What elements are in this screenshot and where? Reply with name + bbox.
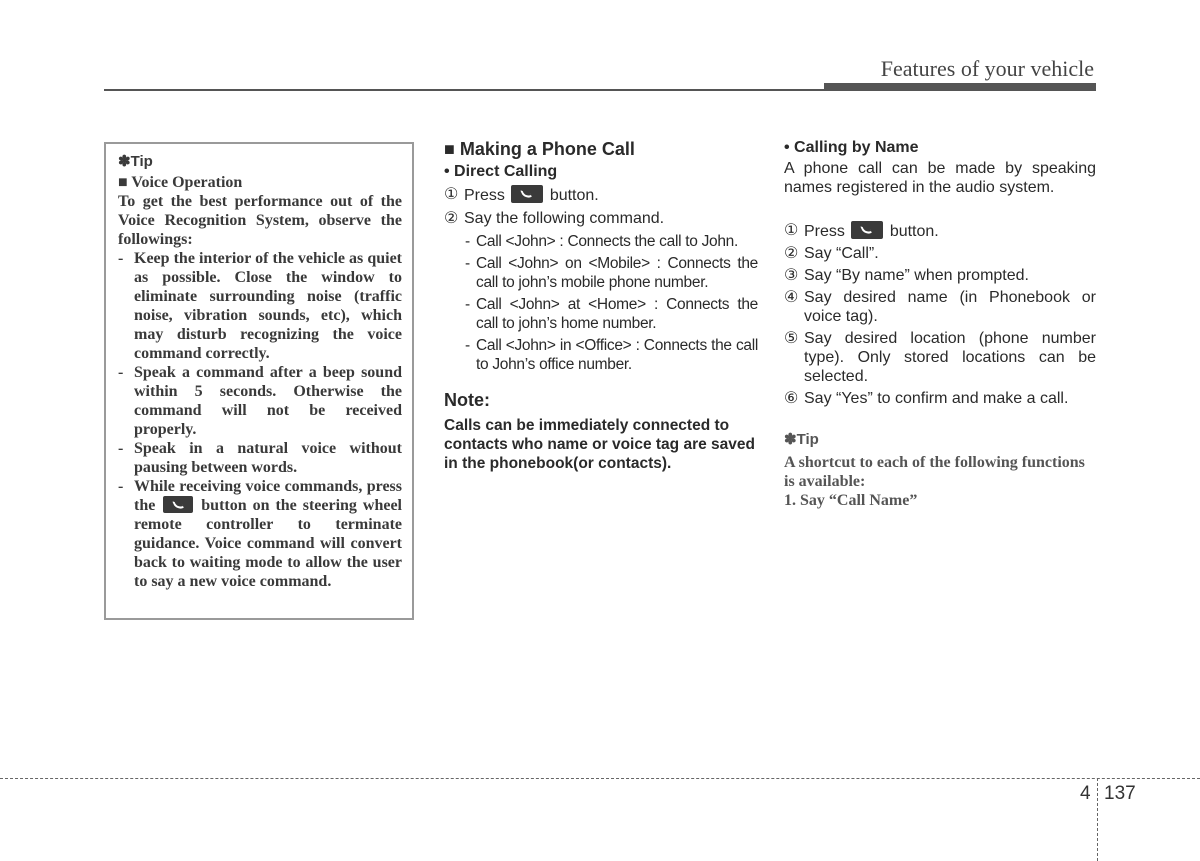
step-text-after: button.: [549, 187, 599, 204]
tip-bullet-list: [118, 249, 402, 591]
note-heading: Note:: [444, 390, 490, 410]
step-item: [784, 389, 1096, 408]
calling-by-name-intro: A phone call can be made by speaking names registered in the audio system.: [784, 160, 1096, 196]
tip-item: 1. Say “Call Name”: [784, 492, 918, 509]
making-phone-call-column: [444, 138, 758, 473]
tip-bullet-text-after: button on the steering wheel remote controller to terminate guidance. Voice command will convert back to waiting mode to allow the user to say a new voice command.: [134, 497, 403, 590]
step-number: ③: [784, 267, 799, 284]
tip-intro: To get the best performance out of the Voice Recognition System, observe the followings:: [118, 193, 402, 248]
footer-rule: [0, 778, 1200, 779]
tip-label: ✽Tip: [784, 431, 819, 448]
command-item: - Call <John> on <Mobile> : Connects the call to john’s mobile phone number.: [465, 255, 758, 291]
calling-by-name-column: [784, 138, 1096, 510]
step-text: Say the following command.: [464, 210, 665, 227]
step-number: ①: [444, 186, 459, 203]
section-heading: ■ Making a Phone Call: [444, 139, 635, 159]
phone-button-icon: [163, 496, 193, 513]
command-item: - Call <John> : Connects the call to John.: [465, 233, 738, 250]
phone-button-icon: [511, 185, 543, 203]
direct-calling-heading: • Direct Calling: [444, 163, 558, 180]
step-text: Say “Yes” to confirm and make a call.: [804, 390, 1069, 407]
command-item: - Call <John> in <Office> : Connects the call to John’s office number.: [465, 337, 758, 373]
tip-bullet: - Speak a command after a beep sound within 5 seconds. Otherwise the command will not be received properly.: [118, 364, 402, 438]
command-text: Call <John> at <Home> : Connects the call to john’s home number.: [476, 296, 758, 332]
step-number: ①: [784, 222, 799, 239]
header-rule: [104, 89, 824, 91]
command-text: Call <John> in <Office> : Connects the call to John’s office number.: [476, 337, 758, 373]
step-text-before: Press: [804, 223, 845, 240]
voice-operation-tip-box: [104, 142, 414, 620]
page-header-title: Features of your vehicle: [880, 56, 1094, 81]
tip-bullet: - Speak in a natural voice without pausing between words.: [118, 440, 402, 476]
command-text: Call <John> on <Mobile> : Connects the call to john’s mobile phone number.: [476, 255, 758, 291]
step-item: [784, 244, 1096, 263]
step-item: [784, 266, 1096, 285]
calling-by-name-heading: • Calling by Name: [784, 139, 919, 156]
tip-heading: ■ Voice Operation: [118, 174, 243, 191]
step-number: ②: [444, 210, 459, 227]
calling-by-name-steps: [784, 221, 1096, 408]
step-item: [784, 329, 1096, 386]
step-press-button: [784, 221, 1096, 241]
chapter-number: 4: [1080, 783, 1091, 804]
step-text: Say “By name” when prompted.: [804, 267, 1029, 284]
header-rule-accent: [824, 83, 1096, 91]
step-say-command: [444, 209, 758, 229]
tip-bullet: - While receiving voice commands, press the button on the steering wheel remote controller to terminate guidance. Voice command will convert back to waiting mode to allow the user to say a new voice command.: [118, 478, 403, 590]
tip-bullet: - Keep the interior of the vehicle as quiet as possible. Close the window to eliminate surrounding noise (traffic noise, vibration sounds, etc), which may disturb recognizing the voice command correctly.: [118, 250, 402, 362]
step-text: Say “Call”.: [804, 245, 879, 262]
step-number: ④: [784, 289, 799, 306]
page-number: 137: [1104, 783, 1136, 804]
tip-text: A shortcut to each of the following functions is available:: [784, 454, 1085, 490]
step-text-before: Press: [464, 187, 505, 204]
step-number: ⑥: [784, 390, 799, 407]
tip-bullet-text: Keep the interior of the vehicle as quiet as possible. Close the window to eliminate surrounding noise (traffic noise, vibration sounds, etc), which may disturb recognizing the voice command correctly.: [134, 250, 402, 362]
step-number: ②: [784, 245, 799, 262]
command-item: - Call <John> at <Home> : Connects the call to john’s home number.: [465, 296, 758, 332]
tip-label: ✽Tip: [118, 153, 153, 170]
tip-bullet-text-before: While receiving voice commands, press the: [134, 478, 402, 514]
step-number: ⑤: [784, 330, 799, 347]
phone-button-icon: [851, 221, 883, 239]
step-text-after: button.: [889, 223, 939, 240]
command-text: Call <John> : Connects the call to John.: [476, 233, 738, 250]
step-text: Say desired name (in Phonebook or voice tag).: [804, 289, 1096, 325]
step-item: [784, 288, 1096, 326]
step-press-button: [444, 185, 758, 206]
tip-bullet-text: Speak a command after a beep sound within 5 seconds. Otherwise the command will not be received properly.: [134, 364, 402, 438]
step-text: Say desired location (phone number type). Only stored locations can be selected.: [804, 330, 1096, 385]
footer-divider: [1097, 778, 1098, 861]
tip-bullet-text: Speak in a natural voice without pausing between words.: [134, 440, 402, 476]
note-text: Calls can be immediately connected to contacts who name or voice tag are saved in the phonebook(or contacts).: [444, 417, 755, 472]
